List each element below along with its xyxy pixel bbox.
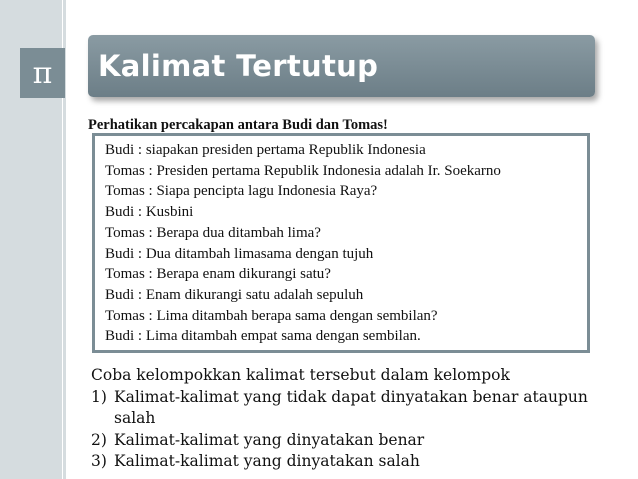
dialog-line: Budi : Lima ditambah empat sama dengan sembilan. xyxy=(105,328,421,345)
dialog-line: Tomas : Siapa pencipta lagu Indonesia Raya? xyxy=(105,183,378,200)
dialog-line: Tomas : Lima ditambah berapa sama dengan sembilan? xyxy=(105,307,438,324)
question-item-text: Kalimat-kalimat yang dinyatakan salah xyxy=(114,452,420,470)
question-item-number: 3) xyxy=(91,452,107,470)
question-block xyxy=(91,365,631,473)
question-lead: Coba kelompokkan kalimat tersebut dalam kelompok xyxy=(91,366,510,384)
slide-title: Kalimat Tertutup xyxy=(98,49,379,83)
dialog-line: Tomas : Presiden pertama Republik Indonesia adalah Ir. Soekarno xyxy=(105,162,501,179)
question-item-number: 1) xyxy=(91,387,107,406)
pi-badge xyxy=(20,48,65,98)
dialog-line: Tomas : Berapa dua ditambah lima? xyxy=(105,224,321,241)
dialog-line: Budi : Dua ditambah limasama dengan tujuh xyxy=(105,245,374,262)
dialog-line: Tomas : Berapa enam dikurangi satu? xyxy=(105,266,331,283)
dialog-box xyxy=(92,133,590,353)
intro-text: Perhatikan percakapan antara Budi dan Tomas! xyxy=(88,117,388,133)
question-item-text: Kalimat-kalimat yang tidak dapat dinyatakan benar ataupun salah xyxy=(114,387,588,427)
question-item xyxy=(91,451,631,473)
dialog-line: Budi : Enam dikurangi satu adalah sepuluh xyxy=(105,286,364,303)
question-item xyxy=(91,430,631,452)
pi-icon: π xyxy=(32,55,53,91)
question-item-text: Kalimat-kalimat yang dinyatakan benar xyxy=(114,430,425,449)
question-item-number: 2) xyxy=(91,430,107,449)
title-bar xyxy=(88,35,595,97)
question-item xyxy=(91,387,631,430)
dialog-line: Budi : siapakan presiden pertama Republik Indonesia xyxy=(105,142,426,158)
dialog-line: Budi : Kusbini xyxy=(105,204,194,221)
